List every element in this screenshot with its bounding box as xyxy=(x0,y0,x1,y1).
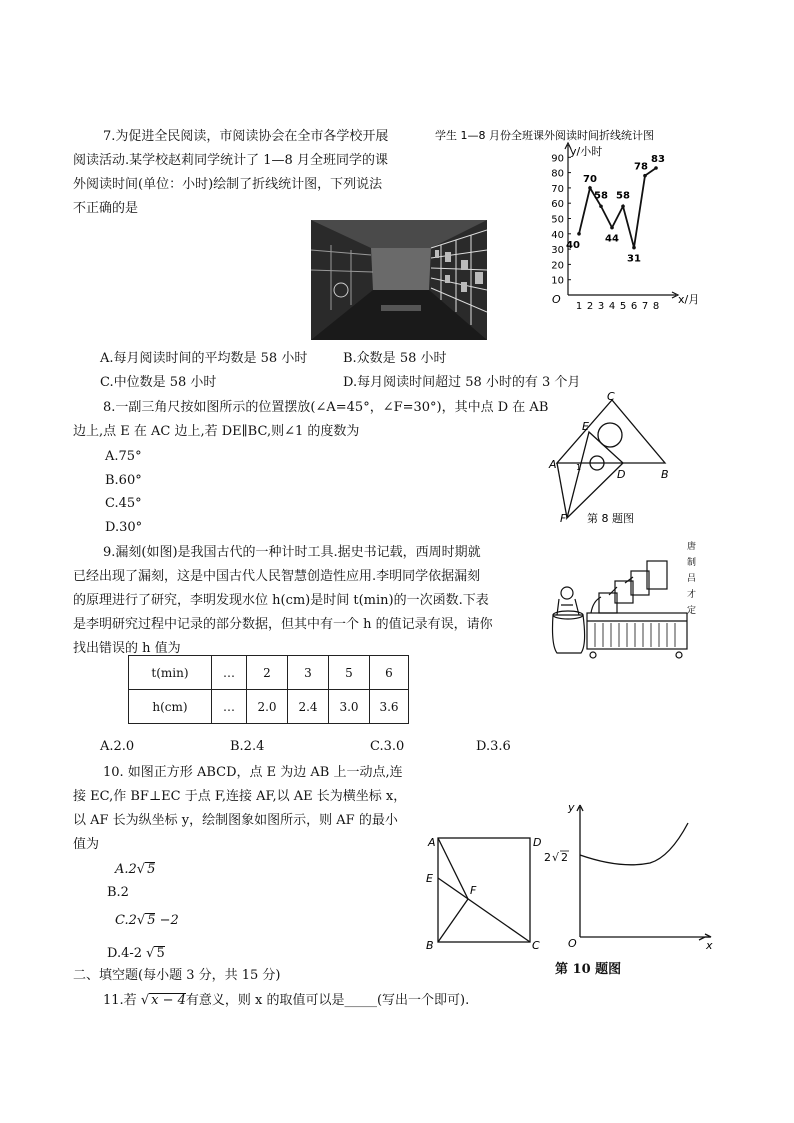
data-label: 44 xyxy=(605,233,619,245)
q7-option-d: D.每月阅读时间超过 58 小时的有 3 个月 xyxy=(343,375,581,390)
data-label: 31 xyxy=(627,253,641,265)
y-tick-label: 50 xyxy=(551,214,564,226)
q9-option-c: C.3.0 xyxy=(370,739,405,754)
table-cell: 3.6 xyxy=(370,690,409,724)
q10-option-a: A.2√ 5 xyxy=(115,862,156,877)
q9-line2: 已经出现了漏刻，这是中国古代人民智慧创造性应用.李明同学依据漏刻 xyxy=(73,569,481,584)
q10-square-figure xyxy=(420,832,550,952)
chart-title: 学生 1—8 月份全班课外阅读时间折线统计图 xyxy=(435,129,654,142)
x-tick-label: 4 xyxy=(608,301,616,312)
q7-option-a: A.每月阅读时间的平均数是 58 小时 xyxy=(100,351,308,366)
data-point xyxy=(588,186,592,190)
table-cell: 3 xyxy=(288,656,329,690)
q11-text: 11.若 √ x − 4有意义，则 x 的取值可以是_____(写出一个即可). xyxy=(103,993,470,1008)
illus-label-3: 吕 xyxy=(687,574,697,584)
q10-line3: 以 AF 长为纵坐标 y，绘制图象如图所示，则 AF 的最小 xyxy=(73,813,398,828)
illus-label-1: 唐 xyxy=(687,542,697,552)
data-point xyxy=(610,226,614,230)
q8-option-a: A.75° xyxy=(105,449,142,464)
q7-line2: 阅读活动.某学校赵莉同学统计了 1—8 月全班同学的课 xyxy=(73,153,388,168)
label-c: C xyxy=(532,939,540,952)
illus-label-2: 制 xyxy=(687,558,697,568)
table-cell: 6 xyxy=(370,656,409,690)
q8-option-b: B.60° xyxy=(105,473,142,488)
y-axis-label: y/小时 xyxy=(570,145,603,158)
axis-label-x: x xyxy=(706,939,713,952)
q9-line5: 找出错误的 h 值为 xyxy=(73,641,181,656)
data-label: 83 xyxy=(651,154,665,166)
q10-function-graph xyxy=(540,797,720,957)
data-label: 58 xyxy=(616,190,630,202)
q8-option-d: D.30° xyxy=(105,520,143,535)
svg-text:√: √ xyxy=(552,851,560,864)
table-cell: … xyxy=(212,690,247,724)
q10-line4: 值为 xyxy=(73,837,100,852)
y-tick-label: 60 xyxy=(551,199,564,211)
q8-caption: 第 8 题图 xyxy=(587,512,634,525)
y-tick-label: 70 xyxy=(551,183,564,195)
water-clock-illustration xyxy=(543,535,703,660)
table-cell: t(min) xyxy=(129,656,212,690)
data-point xyxy=(577,232,581,236)
table-cell: 3.0 xyxy=(329,690,370,724)
axis-label-y: y xyxy=(568,801,575,814)
label-b: B xyxy=(426,939,434,952)
y-intercept-coef: 2 xyxy=(544,851,551,864)
data-label: 58 xyxy=(594,190,608,202)
table-cell: 2.0 xyxy=(247,690,288,724)
y-tick-label: 10 xyxy=(551,275,564,287)
q9-line1: 9.漏刻(如图)是我国古代的一种计时工具.据史书记载，西周时期就 xyxy=(103,545,481,560)
table-cell: h(cm) xyxy=(129,690,212,724)
table-row xyxy=(129,656,409,690)
label-d: D xyxy=(533,836,542,849)
q9-data-table xyxy=(128,655,409,724)
triangle-abc xyxy=(557,400,665,463)
label-e: E xyxy=(582,420,589,433)
origin-label: O xyxy=(568,937,577,950)
q10-option-d: D.4-2 √ 5 xyxy=(107,946,165,961)
label-b: B xyxy=(661,468,669,481)
q10-option-b: B.2 xyxy=(107,885,129,900)
label-e: E xyxy=(426,872,433,885)
q9-line4: 是李明研究过程中记录的部分数据，但其中有一个 h 的值记录有误，请你 xyxy=(73,617,493,632)
label-a: A xyxy=(428,836,436,849)
y-tick-label: 40 xyxy=(551,229,564,241)
x-tick-label: 2 xyxy=(586,301,594,312)
y-tick-label: 30 xyxy=(551,245,564,257)
table-cell: 2.4 xyxy=(288,690,329,724)
data-point xyxy=(643,174,647,178)
q7-line3: 外阅读时间(单位：小时)绘制了折线统计图，下列说法 xyxy=(73,177,383,192)
data-point xyxy=(599,204,603,208)
y-intercept-radicand: 2 xyxy=(561,851,568,864)
q10-caption: 第 10 题图 xyxy=(555,962,622,977)
q9-option-d: D.3.6 xyxy=(476,739,511,754)
table-cell: 2 xyxy=(247,656,288,690)
x-tick-label: 1 xyxy=(575,301,583,312)
q10-option-c: C.2√ 5 −2 xyxy=(115,913,179,928)
x-tick-label: 3 xyxy=(597,301,605,312)
q9-option-a: A.2.0 xyxy=(100,739,135,754)
table-cell: … xyxy=(212,656,247,690)
table-cell: 5 xyxy=(329,656,370,690)
q9-option-b: B.2.4 xyxy=(230,739,265,754)
y-tick-label: 90 xyxy=(551,153,564,165)
origin-label: O xyxy=(552,293,561,306)
q10-line1: 10. 如图正方形 ABCD，点 E 为边 AB 上一动点,连 xyxy=(103,765,403,780)
data-point xyxy=(621,204,625,208)
label-d: D xyxy=(617,468,626,481)
q7-line1: 7.为促进全民阅读，市阅读协会在全市各学校开展 xyxy=(103,129,389,144)
q8-line2: 边上,点 E 在 AC 边上,若 DE∥BC,则∠1 的度数为 xyxy=(73,424,360,439)
label-c: C xyxy=(607,390,615,403)
data-label: 78 xyxy=(634,161,648,173)
label-angle-1: 1 xyxy=(576,463,582,472)
label-f: F xyxy=(560,512,567,525)
x-axis-label: x/月 xyxy=(678,293,700,306)
q8-triangle-figure xyxy=(545,390,685,530)
q8-option-c: C.45° xyxy=(105,496,142,511)
q7-option-c: C.中位数是 58 小时 xyxy=(100,375,217,390)
q8-line1: 8.一副三角尺按如图所示的位置摆放(∠A=45°，∠F=30°)，其中点 D 在 AB xyxy=(103,400,549,415)
data-point xyxy=(654,166,658,170)
section-2-heading: 二、填空题(每小题 3 分，共 15 分) xyxy=(73,968,281,983)
data-point xyxy=(632,246,636,250)
q7-option-b: B.众数是 58 小时 xyxy=(343,351,447,366)
x-tick-label: 7 xyxy=(641,301,649,312)
data-label: 40 xyxy=(566,239,580,251)
x-tick-label: 8 xyxy=(652,301,660,312)
y-tick-label: 20 xyxy=(551,260,564,272)
q10-line2: 接 EC,作 BF⊥EC 于点 F,连接 AF,以 AE 长为横坐标 x， xyxy=(73,789,407,804)
reading-time-line-chart xyxy=(430,125,730,315)
triangle-def xyxy=(567,432,626,518)
label-a: A xyxy=(549,458,557,471)
data-label: 70 xyxy=(583,173,597,185)
q7-line4: 不正确的是 xyxy=(73,201,139,216)
illus-label-5: 定 xyxy=(687,606,697,616)
q9-line3: 的原理进行了研究，李明发现水位 h(cm)是时间 t(min)的一次函数.下表 xyxy=(73,593,489,608)
y-tick-label: 80 xyxy=(551,168,564,180)
illus-label-4: 才 xyxy=(687,590,697,600)
table-row xyxy=(129,690,409,724)
x-tick-label: 5 xyxy=(619,301,627,312)
label-f: F xyxy=(470,884,477,897)
x-tick-label: 6 xyxy=(630,301,638,312)
